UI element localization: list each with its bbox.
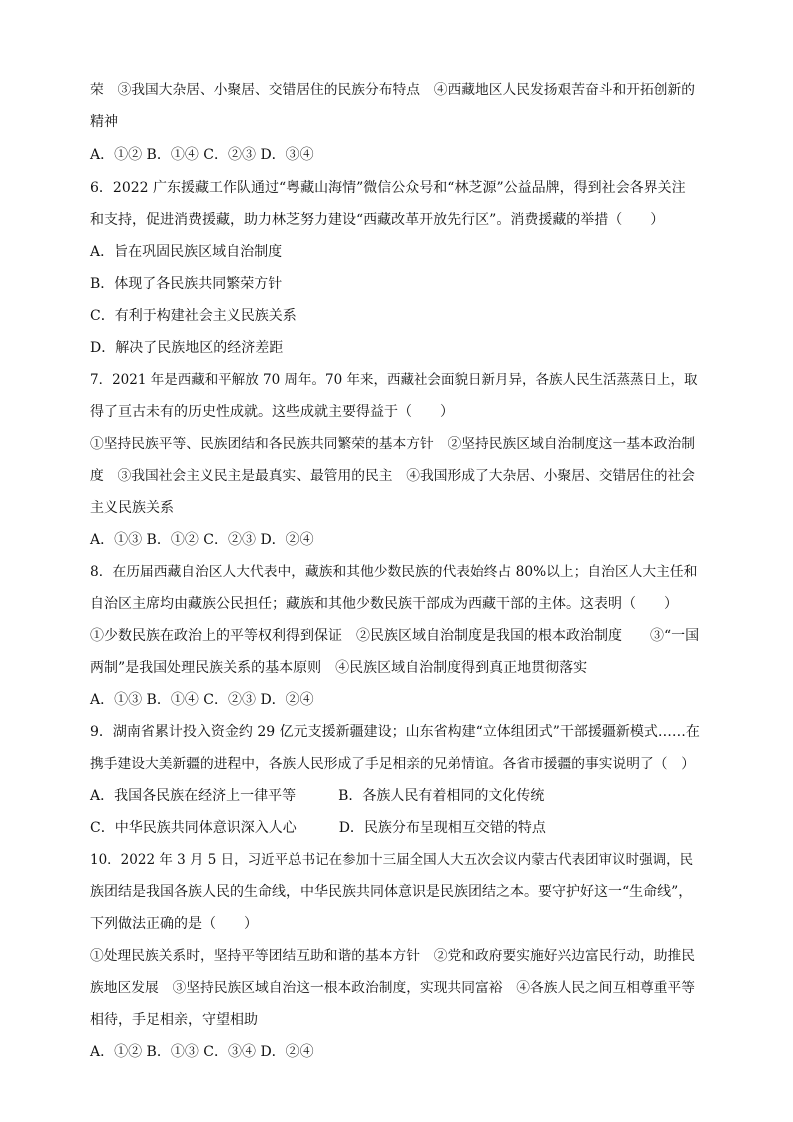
q6-choice-b: B．体现了各民族共同繁荣方针 bbox=[90, 276, 283, 292]
q10-options-line-2: 族地区发展 ③坚持民族区域自治这一根本政治制度，实现共同富裕 ④各族人民之间互相尊重平等 bbox=[90, 980, 696, 996]
q8-options-line-1: ①少数民族在政治上的平等权利得到保证 ②民族区域自治制度是我国的根本政治制度 ③“一国 bbox=[90, 628, 700, 644]
q6-choice-c: C．有利于构建社会主义民族关系 bbox=[90, 308, 297, 324]
q10-stem-line-2: 族团结是我国各族人民的生命线，中华民族共同体意识是民族团结之本。要守护好这一“生命线”， bbox=[90, 884, 693, 900]
q9-stem-line-1: 9．湖南省累计投入资金约 29 亿元支援新疆建设；山东省构建“立体组团式”干部援疆新模式……在 bbox=[90, 724, 700, 740]
q8-stem-line-2: 自治区主席均由藏族公民担任；藏族和其他少数民族干部成为西藏干部的主体。这表明（ ） bbox=[90, 596, 678, 612]
q7-stem-line-2: 得了亘古未有的历史性成就。这些成就主要得益于（ ） bbox=[90, 404, 454, 420]
q5-answer-choices: A．①② B．①④ C．②③ D．③④ bbox=[90, 147, 314, 163]
q10-answer-choices: A．①② B．①③ C．③④ D．②④ bbox=[90, 1044, 314, 1060]
q7-options-line-2: 度 ③我国社会主义民主是最真实、最管用的民主 ④我国形成了大杂居、小聚居、交错居住的社会 bbox=[90, 468, 696, 484]
q6-choice-d: D．解决了民族地区的经济差距 bbox=[90, 340, 284, 356]
q9-choices-cd: C．中华民族共同体意识深入人心 D．民族分布呈现相互交错的特点 bbox=[90, 820, 546, 836]
q6-stem-line-1: 6．2022 广东援藏工作队通过“粤藏山海情”微信公众号和“林芝源”公益品牌，得到社会各界关注 bbox=[90, 180, 686, 196]
q5-options-line-1: 荣 ③我国大杂居、小聚居、交错居住的民族分布特点 ④西藏地区人民发扬艰苦奋斗和开拓创新的 bbox=[90, 82, 696, 98]
q7-options-line-3: 主义民族关系 bbox=[90, 500, 174, 516]
q8-stem-line-1: 8．在历届西藏自治区人大代表中，藏族和其他少数民族的代表始终占 80%以上；自治区人大主任和 bbox=[90, 564, 698, 580]
q6-choice-a: A．旨在巩固民族区域自治制度 bbox=[90, 244, 283, 260]
q10-options-line-3: 相待，手足相亲，守望相助 bbox=[90, 1012, 258, 1028]
q9-choices-ab: A．我国各民族在经济上一律平等 B．各族人民有着相同的文化传统 bbox=[90, 788, 545, 804]
q6-stem-line-2: 和支持，促进消费援藏，助力林芝努力建设“西藏改革开放先行区”。消费援藏的举措（ ） bbox=[90, 212, 665, 228]
q7-options-line-1: ①坚持民族平等、民族团结和各民族共同繁荣的基本方针 ②坚持民族区域自治制度这一基本政治制 bbox=[90, 436, 696, 452]
q7-answer-choices: A．①③ B．①② C．②③ D．②④ bbox=[90, 532, 314, 548]
q10-options-line-1: ①处理民族关系时，坚持平等团结互助和谐的基本方针 ②党和政府要实施好兴边富民行动，助推民 bbox=[90, 948, 696, 964]
q5-options-line-2: 精神 bbox=[90, 114, 118, 130]
q8-answer-choices: A．①③ B．①④ C．②③ D．②④ bbox=[90, 692, 314, 708]
q10-stem-line-1: 10．2022 年 3 月 5 日，习近平总书记在参加十三届全国人大五次会议内蒙古代表团审议时强调，民 bbox=[90, 852, 694, 868]
q7-stem-line-1: 7．2021 年是西藏和平解放 70 周年。70 年来，西藏社会面貌日新月异，各族人民生活蒸蒸日上，取 bbox=[90, 372, 698, 388]
q10-stem-line-3: 下列做法正确的是（ ） bbox=[90, 916, 258, 932]
q8-options-line-2: 两制”是我国处理民族关系的基本原则 ④民族区域自治制度得到真正地贯彻落实 bbox=[90, 660, 588, 676]
q9-stem-line-2: 携手建设大美新疆的进程中，各族人民形成了手足相亲的兄弟情谊。各省市援疆的事实说明了（ ） bbox=[90, 756, 696, 772]
